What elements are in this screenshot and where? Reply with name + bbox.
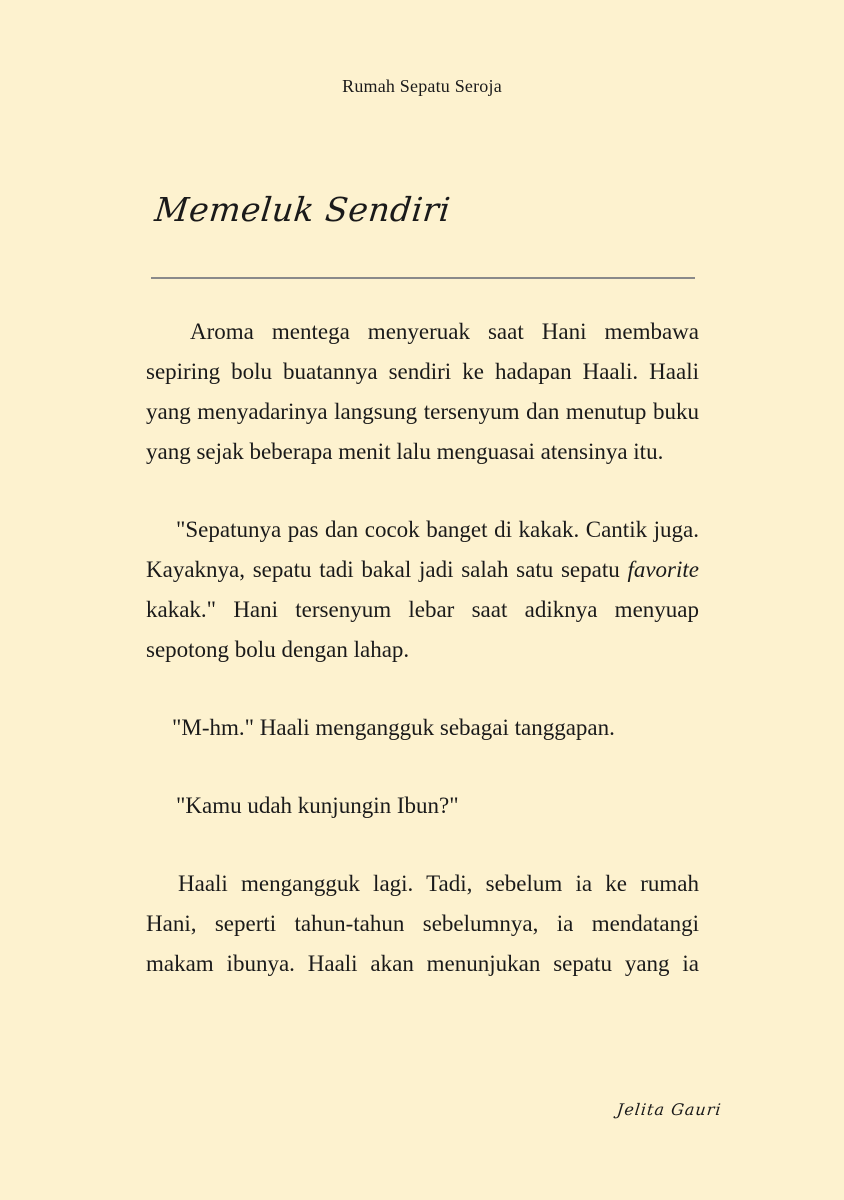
paragraph-5: Haali mengangguk lagi. Tadi, sebelum ia ke rumah Hani, seperti tahun-tahun sebelumnya, ia mendatangi makam ibunya. Haali akan menunjukan sepatu yang ia bbox=[146, 871, 699, 976]
story-body bbox=[146, 312, 699, 984]
paragraph-1: Aroma mentega menyeruak saat Hani membawa sepiring bolu buatannya sendiri ke hadapan Haali. Haali yang menyadarinya langsung tersenyum dan menutup buku yang sejak beberapa menit lalu menguasai atensinya itu. bbox=[146, 319, 699, 464]
chapter-title: Memeluk Sendiri bbox=[152, 190, 453, 229]
paragraph-2-text-b: kakak." Hani tersenyum lebar saat adiknya menyuap sepotong bolu dengan lahap. bbox=[146, 597, 699, 662]
paragraph-2-text-a: "Sepatunya pas dan cocok banget di kakak. Cantik juga. Kayaknya, sepatu tadi bakal jadi salah satu sepatu bbox=[146, 517, 699, 582]
title-divider bbox=[151, 277, 695, 279]
paragraph-2-italic-word: favorite bbox=[627, 557, 699, 582]
paragraph-4: "Kamu udah kunjungin Ibun?" bbox=[176, 793, 459, 818]
paragraph-3: "M-hm." Haali mengangguk sebagai tanggapan. bbox=[172, 715, 615, 740]
book-title-header: Rumah Sepatu Seroja bbox=[342, 76, 502, 96]
paragraph-2 bbox=[146, 510, 699, 670]
author-signature: Jelita Gauri bbox=[616, 1100, 723, 1119]
